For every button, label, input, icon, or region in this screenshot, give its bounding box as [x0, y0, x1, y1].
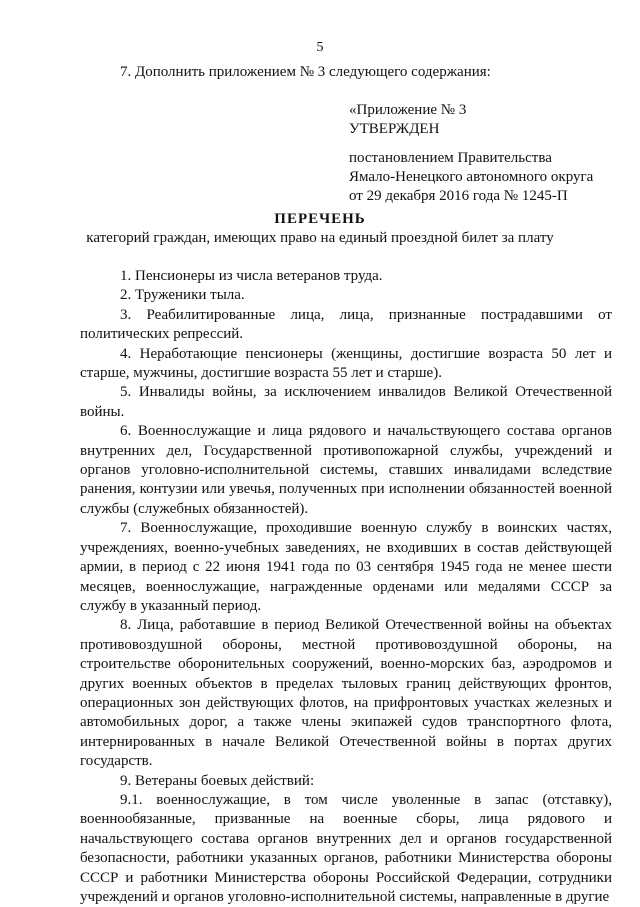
list-body [80, 267, 612, 907]
list-item: 7. Военнослужащие, проходившие военную службу в воинских частях, учреждениях, военно-учебных заведениях, не входивших в состав действующей армии, в период с 22 июня 1941 года по 03 сентября 1945 года не менее шести месяцев, военнослужащие, награжденные орденами или медалями СССР за службу в указанный период. [80, 520, 612, 614]
list-item: 3. Реабилитированные лица, лица, признанные пострадавшими от политических репрессий. [80, 306, 612, 343]
appendix-label: «Приложение № 3 [349, 102, 467, 118]
list-subtitle: категорий граждан, имеющих право на единый проездной билет за плату [86, 230, 554, 246]
approval-date: от 29 декабря 2016 года № 1245-П [349, 188, 568, 204]
list-item: 4. Неработающие пенсионеры (женщины, достигшие возраста 50 лет и старше, мужчины, достигшие возраста 55 лет и старше). [80, 345, 612, 382]
list-item: 6. Военнослужащие и лица рядового и начальствующего состава органов внутренних дел, Государственной противопожарной службы, учреждений и органов уголовно-исполнительной системы, ставших инвалидами вследствие ранения, контузии или увечья, полученных при исполнении обязанностей военной службы (служебных обязанностей). [80, 423, 612, 517]
list-title: ПЕРЕЧЕНЬ [274, 211, 366, 227]
spacer [349, 139, 619, 149]
approval-block [349, 101, 619, 206]
list-item: 9.1. военнослужащие, в том числе уволенные в запас (отставку), военнообязанные, призванные на военные сборы, лица рядового и начальствующего состава органов внутренних дел и органов государственной безопасности, работники указанных органов, работники Министерства обороны СССР и работники Министерства обороны Российской Федерации, сотрудники учреждений и органов уголовно-исполнительной системы, направленные в другие [80, 791, 612, 905]
approval-region: Ямало-Ненецкого автономного округа [349, 169, 594, 185]
list-item: 8. Лица, работавшие в период Великой Отечественной войны на объектах противовоздушной обороны, местной противовоздушной обороны, на строительстве оборонительных сооружений, военно-морских баз, аэродромов и других военных объектов в пределах тыловых границ действующих фронтов, операционных зон действующих флотов, на прифронтовых участках железных и автомобильных дорог, а также члены экипажей судов транспортного флота, интернированных в начале Великой Отечественной войны в портах других государств. [80, 617, 612, 770]
list-item: 9. Ветераны боевых действий: [120, 772, 315, 789]
page-number: 5 [316, 40, 324, 55]
list-heading [0, 210, 640, 248]
intro-paragraph: 7. Дополнить приложением № 3 следующего содержания: [120, 64, 491, 80]
list-item: 1. Пенсионеры из числа ветеранов труда. [120, 268, 383, 284]
list-item: 2. Труженики тыла. [120, 287, 245, 304]
list-item: 5. Инвалиды войны, за исключением инвалидов Великой Отечественной войны. [80, 384, 612, 420]
approved-label: УТВЕРЖДЕН [349, 121, 440, 137]
approval-authority: постановлением Правительства [349, 150, 552, 166]
